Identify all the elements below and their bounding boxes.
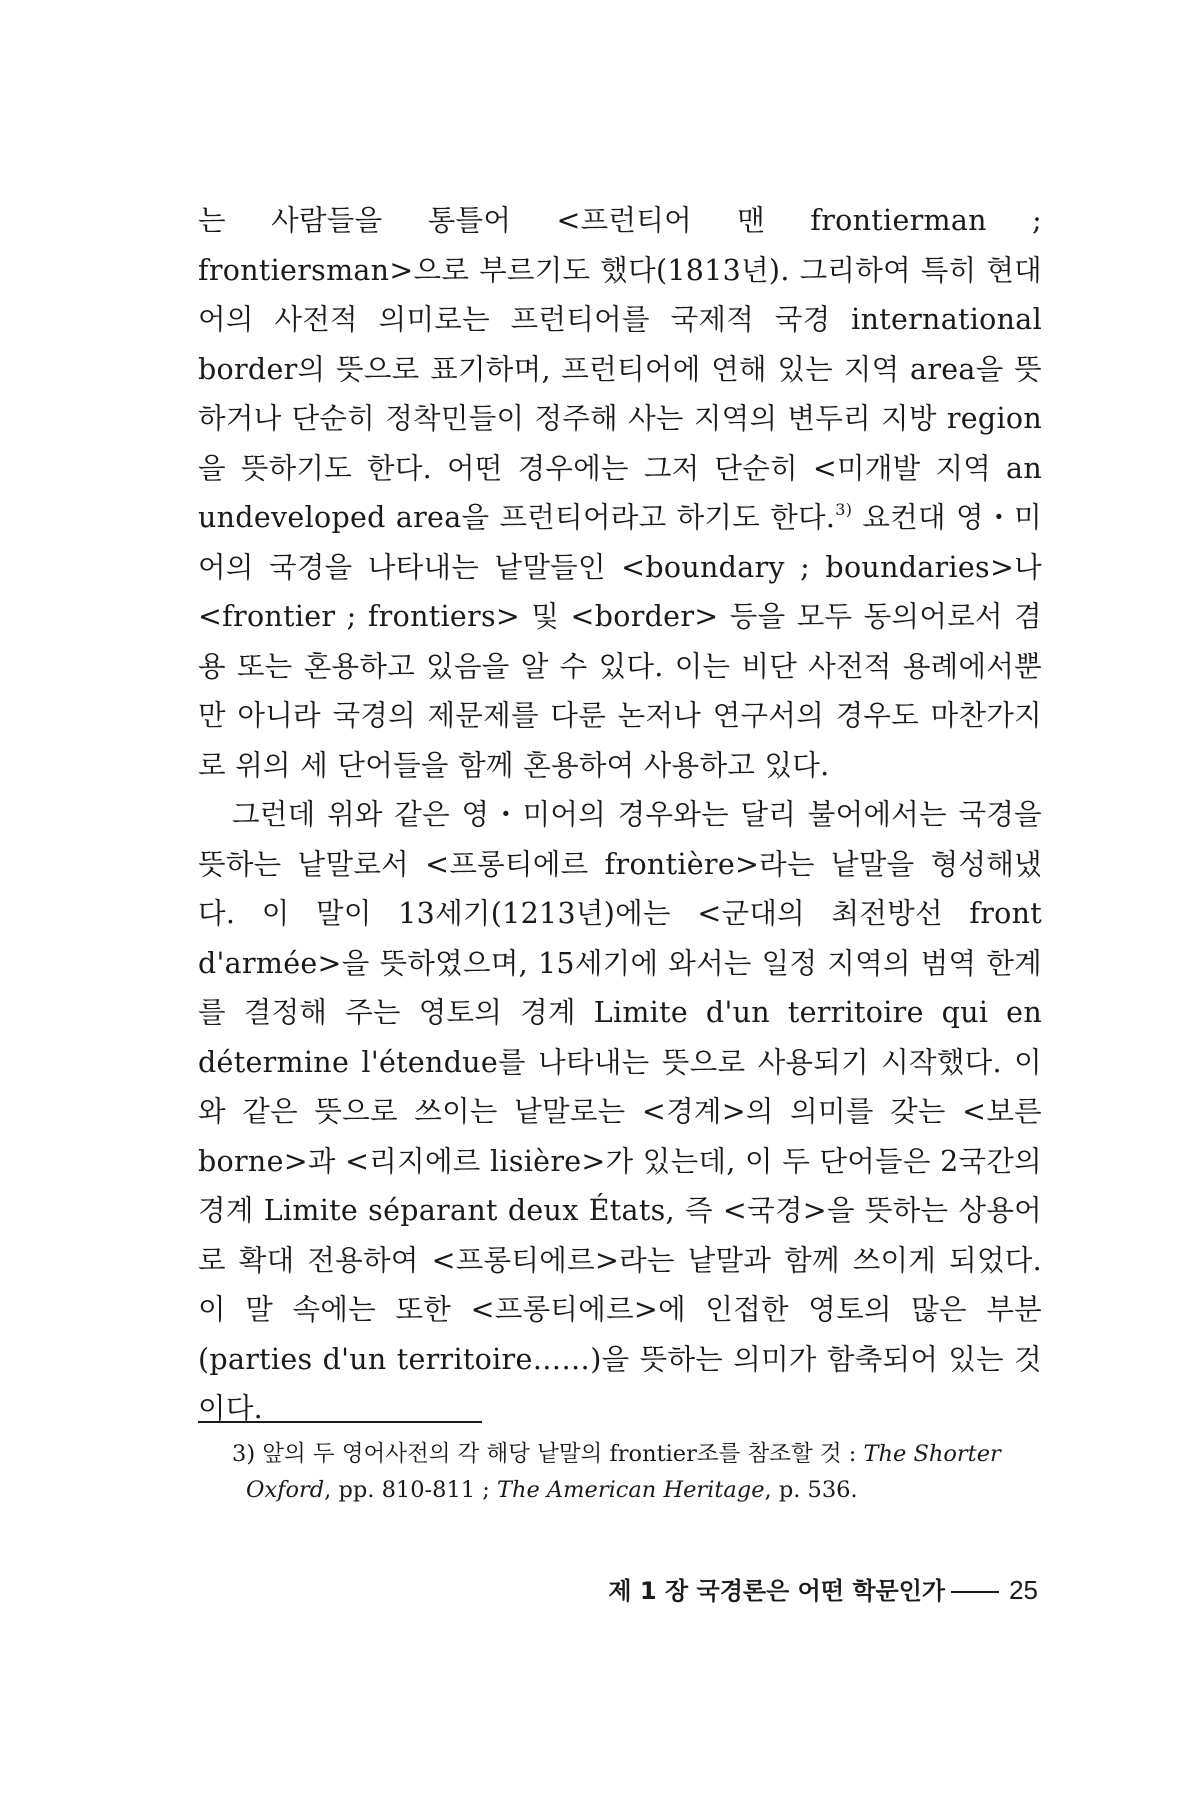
footnote-ref-title-1: The Shorter Oxford bbox=[246, 1441, 1001, 1503]
running-footer bbox=[598, 1575, 1038, 1606]
footnote-number: 3) bbox=[232, 1441, 256, 1467]
footnote-3 bbox=[232, 1436, 1054, 1508]
footnote-ref-pages-2: , p. 536. bbox=[764, 1477, 858, 1503]
footnote-divider bbox=[198, 1421, 482, 1423]
paragraph-1-text-continued: 요컨대 영・미어의 국경을 나타내는 낱말들인 <boundary ; boundaries>나 <frontier ; frontiers> 및 <border> 등을 모두 동의어로서 겸용 또는 혼용하고 있음을 알 수 있다. 이는 비단 사전적 용례에서뿐만 아니라 국경의 제문제를 다룬 논저나 연구서의 경우도 마찬가지로 위의 세 단어들을 함께 혼용하여 사용하고 있다. bbox=[198, 501, 1042, 782]
page-number: 25 bbox=[1009, 1575, 1038, 1605]
footnote-reference-3: 3) bbox=[835, 500, 853, 519]
footnote-ref-pages-1: , pp. 810-811 ; bbox=[324, 1477, 497, 1503]
paragraph-1 bbox=[198, 196, 1042, 790]
chapter-title: 제 1 장 국경론은 어떤 학문인가 bbox=[608, 1577, 946, 1605]
footnote-text: 앞의 두 영어사전의 각 해당 낱말의 frontier조를 참조할 것 : bbox=[255, 1441, 864, 1467]
paragraph-2: 그런데 위와 같은 영・미어의 경우와는 달리 불어에서는 국경을 뜻하는 낱말로서 <프롱티에르 frontière>라는 낱말을 형성해냈다. 이 말이 13세기(1213년)에는 <군대의 최전방선 front d'armée>을 뜻하였으며, 15세기에 와서는 일정 지역의 범역 한계를 결정해 주는 영토의 경계 Limite d'un territoire qui en détermine l'étendue를 나타내는 뜻으로 사용되기 시작했다. 이와 같은 뜻으로 쓰이는 낱말로는 <경계>의 의미를 갖는 <보른 borne>과 <리지에르 lisière>가 있는데, 이 두 단어들은 2국간의 경계 Limite séparant deux États, 즉 <국경>을 뜻하는 상용어로 확대 전용하여 <프롱티에르>라는 낱말과 함께 쓰이게 되었다. 이 말 속에는 또한 <프롱티에르>에 인접한 영토의 많은 부분(parties d'un territoire……)을 뜻하는 의미가 함축되어 있는 것이다. bbox=[198, 798, 1042, 1425]
footnote-ref-title-2: The American Heritage bbox=[496, 1477, 765, 1503]
paragraph-1-text: 는 사람들을 통틀어 <프런티어 맨 frontierman ; frontiersman>으로 부르기도 했다(1813년). 그리하여 특히 현대어의 사전적 의미로는 프런티어를 국제적 국경 international border의 뜻으로 표기하며, 프런티어에 연해 있는 지역 area을 뜻하거나 단순히 정착민들이 정주해 사는 지역의 변두리 지방 region을 뜻하기도 한다. 어떤 경우에는 그저 단순히 <미개발 지역 an undeveloped area을 프런티어라고 하기도 한다. bbox=[198, 204, 1042, 534]
main-text bbox=[198, 196, 1042, 1434]
footer-dash bbox=[951, 1591, 999, 1593]
